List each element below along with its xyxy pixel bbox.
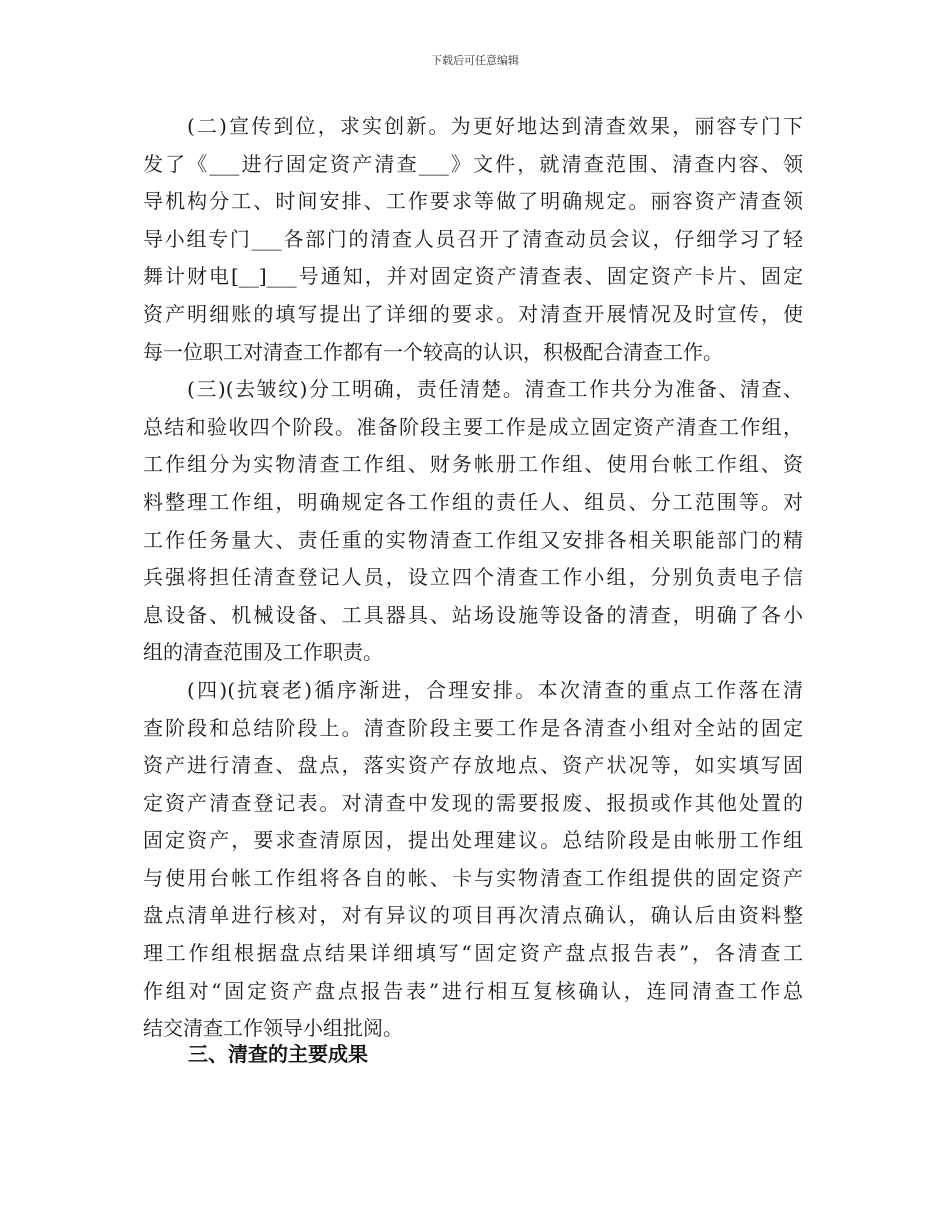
section-heading: 三、清查的主要成果 xyxy=(188,1042,368,1066)
text-line: 料整理工作组，明确规定各工作组的责任人、组员、分工范围等。对 xyxy=(143,489,803,514)
text-line: 兵强将担任清查登记人员，设立四个清查工作小组，分别负责电子信 xyxy=(143,565,803,590)
text-line: 查阶段和总结阶段上。清查阶段主要工作是各清查小组对全站的固定 xyxy=(143,715,803,740)
text-line: (四)(抗衰老)循序渐进，合理安排。本次清查的重点工作落在清 xyxy=(187,677,803,702)
text-line: 理工作组根据盘点结果详细填写“固定资产盘点报告表”，各清查工 xyxy=(143,941,803,966)
paragraph xyxy=(143,108,803,371)
text-line: 总结和验收四个阶段。准备阶段主要工作是成立固定资产清查工作组， xyxy=(143,414,803,439)
text-line: (三)(去皱纹)分工明确，责任清楚。清查工作共分为准备、清查、 xyxy=(187,377,803,402)
text-line: 息设备、机械设备、工具器具、站场设施等设备的清查，明确了各小 xyxy=(143,602,803,627)
paragraph xyxy=(143,672,803,1048)
text-line: 每一位职工对清查工作都有一个较高的认识，积极配合清查工作。 xyxy=(143,339,723,364)
text-line: 舞计财电[__]___号通知，并对固定资产清查表、固定资产卡片、固定 xyxy=(143,264,803,289)
text-line: 导机构分工、时间安排、工作要求等做了明确规定。丽容资产清查领 xyxy=(143,189,803,214)
text-line: (二)宣传到位，求实创新。为更好地达到清查效果，丽容专门下 xyxy=(187,114,803,138)
paragraph xyxy=(143,371,803,672)
text-line: 资产明细账的填写提出了详细的要求。对清查开展情况及时宣传，使 xyxy=(143,301,803,326)
text-line: 盘点清单进行核对，对有异议的项目再次清点确认，确认后由资料整 xyxy=(143,903,803,928)
text-line: 结交清查工作领导小组批阅。 xyxy=(143,1016,403,1041)
text-line: 作组对“固定资产盘点报告表”进行相互复核确认，连同清查工作总 xyxy=(143,978,803,1003)
text-line: 导小组专门___各部门的清查人员召开了清查动员会议，仔细学习了轻 xyxy=(143,226,803,251)
text-line: 工作任务量大、责任重的实物清查工作组又安排各相关职能部门的精 xyxy=(143,527,803,552)
document-body xyxy=(143,108,803,1048)
text-line: 资产进行清查、盘点，落实资产存放地点、资产状况等，如实填写固 xyxy=(143,753,803,778)
text-line: 固定资产，要求查清原因，提出处理建议。总结阶段是由帐册工作组 xyxy=(143,828,803,853)
page-header: 下载后可任意编辑 xyxy=(431,54,519,67)
text-line: 定资产清查登记表。对清查中发现的需要报废、报损或作其他处置的 xyxy=(143,790,803,815)
text-line: 与使用台帐工作组将各自的帐、卡与实物清查工作组提供的固定资产 xyxy=(143,865,803,890)
text-line: 组的清查范围及工作职责。 xyxy=(143,640,383,665)
text-line: 工作组分为实物清查工作组、财务帐册工作组、使用台帐工作组、资 xyxy=(143,452,803,477)
text-line: 发了《___进行固定资产清查___》文件，就清查范围、清查内容、领 xyxy=(143,151,803,176)
